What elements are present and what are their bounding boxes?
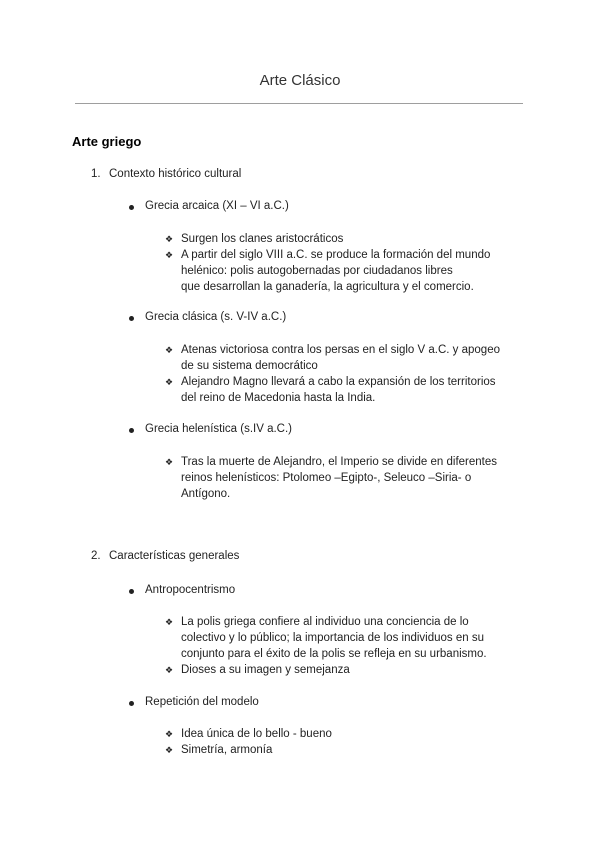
diamond-bullet-icon: ❖ (165, 729, 174, 739)
list-item: La polis griega confiere al individuo una conciencia de lo (181, 616, 469, 628)
list-item-continuation: colectivo y lo público; la importancia de los individuos en su (181, 632, 484, 644)
bullet-dot-icon (129, 205, 134, 210)
list-item-continuation: que desarrollan la ganadería, la agricultura y el comercio. (181, 281, 474, 293)
list-item: A partir del siglo VIII a.C. se produce la formación del mundo (181, 249, 491, 261)
bullet-dot-icon (129, 428, 134, 433)
diamond-bullet-icon: ❖ (165, 457, 174, 467)
diamond-bullet-icon: ❖ (165, 345, 174, 355)
list-item-continuation: de su sistema democrático (181, 360, 318, 372)
diamond-bullet-icon: ❖ (165, 665, 174, 675)
list-item-continuation: reinos helenísticos: Ptolomeo –Egipto-, Seleuco –Siria- o (181, 472, 472, 484)
list-item-continuation: Antígono. (181, 488, 231, 500)
list-item-grecia-arcaica: Grecia arcaica (XI – VI a.C.) (145, 200, 289, 212)
list-item: Alejandro Magno llevará a cabo la expansión de los territorios (181, 376, 496, 388)
list-item-continuation: helénico: polis autogobernadas por ciudadanos libres (181, 265, 453, 277)
title-divider (75, 103, 523, 104)
list-item-continuation: conjunto para el éxito de la polis se refleja en su urbanismo. (181, 648, 487, 660)
diamond-bullet-icon: ❖ (165, 745, 174, 755)
list-number-2: 2. (91, 550, 101, 562)
document-title: Arte Clásico (259, 72, 341, 89)
list-number-1: 1. (91, 168, 101, 180)
bullet-dot-icon (129, 589, 134, 594)
list-item-grecia-clasica: Grecia clásica (s. V-IV a.C.) (145, 311, 287, 323)
list-item: Dioses a su imagen y semejanza (181, 664, 350, 676)
list-item-antropocentrismo: Antropocentrismo (145, 584, 236, 596)
list-item-continuation: del reino de Macedonia hasta la India. (181, 392, 376, 404)
list-item: Atenas victoriosa contra los persas en el siglo V a.C. y apogeo (181, 344, 500, 356)
diamond-bullet-icon: ❖ (165, 250, 174, 260)
list-item-repeticion: Repetición del modelo (145, 696, 259, 708)
list-item: Tras la muerte de Alejandro, el Imperio se divide en diferentes (181, 456, 497, 468)
list-item: Simetría, armonía (181, 744, 273, 756)
list-item: Idea única de lo bello - bueno (181, 728, 332, 740)
diamond-bullet-icon: ❖ (165, 234, 174, 244)
bullet-dot-icon (129, 316, 134, 321)
list-item: Surgen los clanes aristocráticos (181, 233, 344, 245)
list-item-grecia-helenistica: Grecia helenística (s.IV a.C.) (145, 423, 292, 435)
bullet-dot-icon (129, 701, 134, 706)
list-item-contexto: Contexto histórico cultural (109, 168, 242, 180)
diamond-bullet-icon: ❖ (165, 617, 174, 627)
diamond-bullet-icon: ❖ (165, 377, 174, 387)
list-item-caracteristicas: Características generales (109, 550, 240, 562)
section-heading: Arte griego (72, 134, 142, 149)
